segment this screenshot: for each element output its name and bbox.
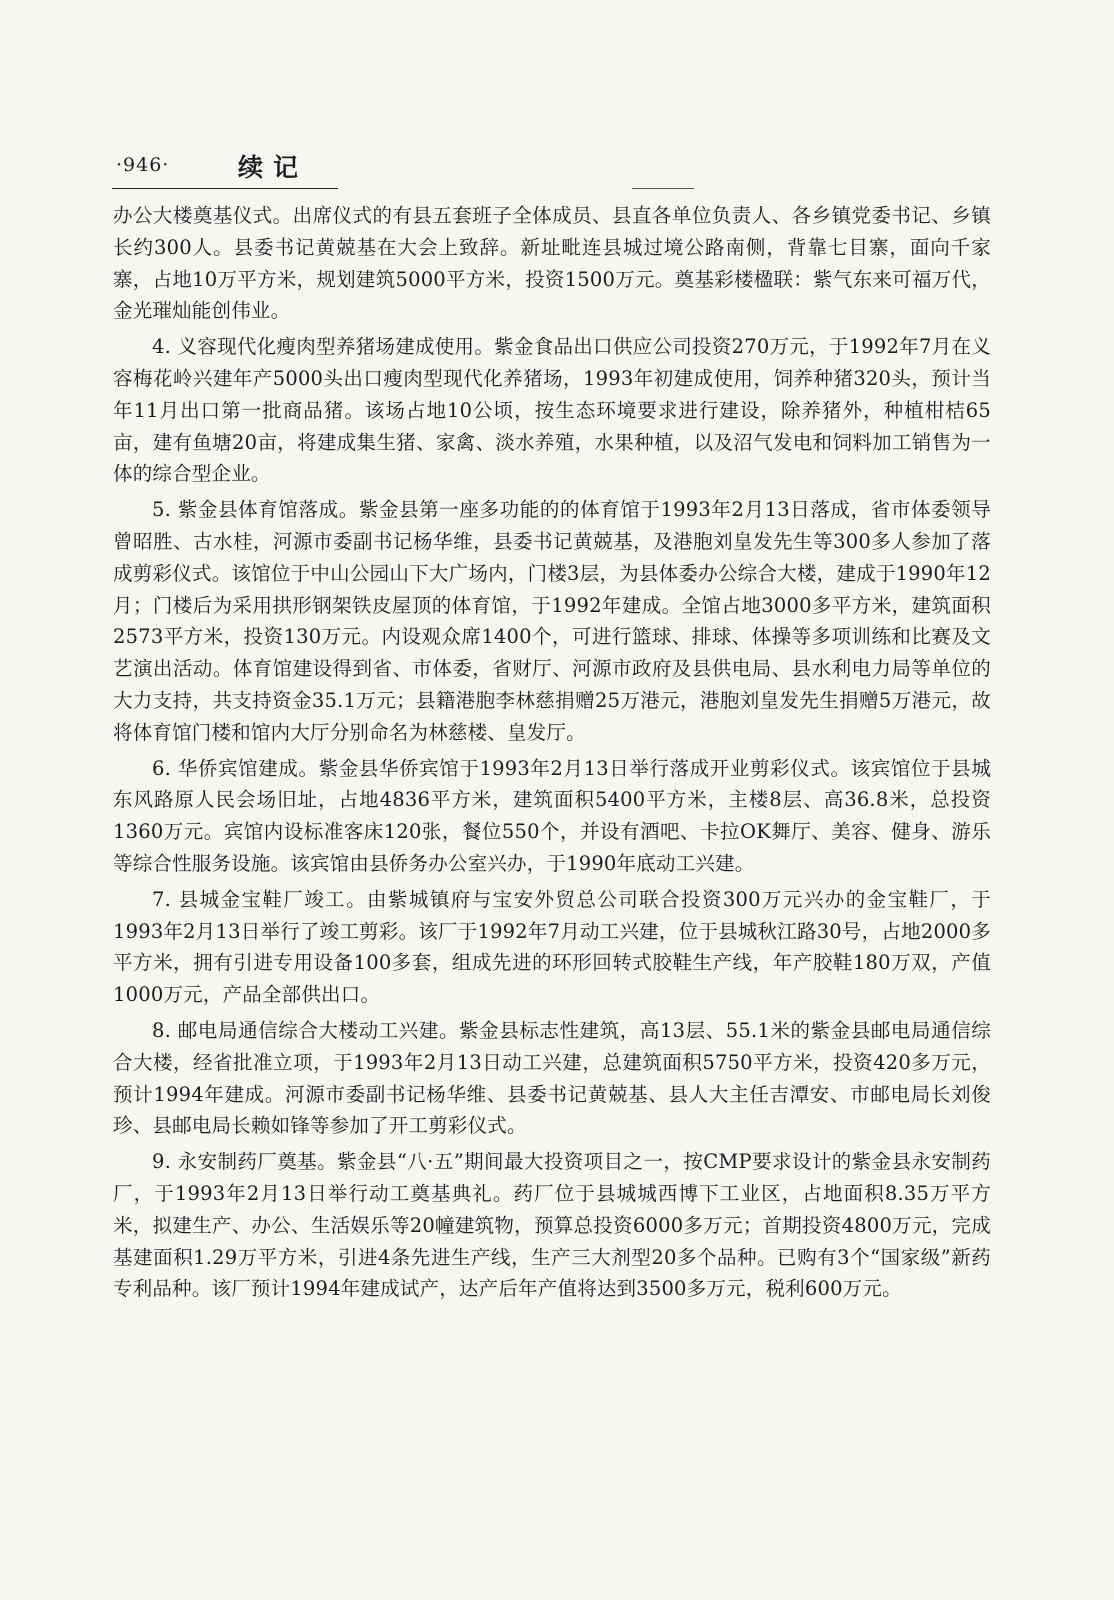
paragraph-item-5: 5. 紫金县体育馆落成。紫金县第一座多功能的的体育馆于1993年2月13日落成，省市体委领导曾昭胜、古水桂，河源市委副书记杨华维，县委书记黄兢基，及港胞刘皇发先生等300多人参加了落成剪彩仪式。该馆位于中山公园山下大广场内，门楼3层，为县体委办公综合大楼，建成于1990年12月；门楼后为采用拱形钢架铁皮屋顶的体育馆，于1992年建成。全馆占地3000多平方米，建筑面积2573平方米，投资130万元。内设观众席1400个，可进行篮球、排球、体操等多项训练和比赛及文艺演出活动。体育馆建设得到省、市体委，省财厅、河源市政府及县供电局、县水利电力局等单位的大力支持，共支持资金35.1万元；县籍港胞李林慈捐赠25万港元，港胞刘皇发先生捐赠5万港元，故将体育馆门楼和馆内大厅分别命名为林慈楼、皇发厅。 (113, 498, 991, 744)
paragraph-item-8: 8. 邮电局通信综合大楼动工兴建。紫金县标志性建筑，高13层、55.1米的紫金县邮电局通信综合大楼，经省批准立项，于1993年2月13日动工兴建，总建筑面积5750平方米，投资420多万元，预计1994年建成。河源市委副书记杨华维、县委书记黄兢基、县人大主任吉潭安、市邮电局长刘俊珍、县邮电局长赖如锋等参加了开工剪彩仪式。 (113, 1018, 991, 1138)
page-number: ·946· (116, 154, 170, 176)
page-header (116, 148, 340, 190)
header-rule (112, 188, 338, 189)
header-rule-fragment (632, 188, 694, 189)
paragraph-continued: 办公大楼奠基仪式。出席仪式的有县五套班子全体成员、县直各单位负责人、各乡镇党委书记、乡镇长约300人。县委书记黄兢基在大会上致辞。新址毗连县城过境公路南侧，背靠七目寨，面向千家寨，占地10万平方米，规划建筑5000平方米，投资1500万元。奠基彩楼楹联：紫气东来可福万代，金光璀灿能创伟业。 (113, 204, 991, 323)
body-text (113, 200, 991, 1309)
paragraph-item-7: 7. 县城金宝鞋厂竣工。由紫城镇府与宝安外贸总公司联合投资300万元兴办的金宝鞋厂，于1993年2月13日举行了竣工剪彩。该厂于1992年7月动工兴建，位于县城秋江路30号，占地2000多平方米，拥有引进专用设备100多套，组成先进的环形回转式胶鞋生产线，年产胶鞋180万双，产值1000万元，产品全部供出口。 (113, 887, 991, 1007)
paragraph-item-9: 9. 永安制药厂奠基。紫金县“八·五”期间最大投资项目之一，按CMP要求设计的紫金县永安制药厂，于1993年2月13日举行动工奠基典礼。药厂位于县城城西博下工业区，占地面积8.35万平方米，拟建生产、办公、生活娱乐等20幢建筑物，预算总投资6000多万元；首期投资4800万元，完成基建面积1.29万平方米，引进4条先进生产线，生产三大剂型20多个品种。已购有3个“国家级”新药专利品种。该厂预计1994年建成试产，达产后年产值将达到3500多万元，税利600万元。 (113, 1150, 991, 1301)
section-title: 续记 (238, 153, 309, 182)
paragraph-item-4: 4. 义容现代化瘦肉型养猪场建成使用。紫金食品出口供应公司投资270万元，于1992年7月在义容梅花岭兴建年产5000头出口瘦肉型现代化养猪场，1993年初建成使用，饲养种猪320头，预计当年11月出口第一批商品猪。该场占地10公顷，按生态环境要求进行建设，除养猪外，种植柑桔65亩，建有鱼塘20亩，将建成集生猪、家禽、淡水养殖，水果种植，以及沼气发电和饲料加工销售为一体的综合型企业。 (113, 335, 991, 486)
paragraph-item-6: 6. 华侨宾馆建成。紫金县华侨宾馆于1993年2月13日举行落成开业剪彩仪式。该宾馆位于县城东风路原人民会场旧址，占地4836平方米，建筑面积5400平方米，主楼8层、高36.8米，总投资1360万元。宾馆内设标准客床120张，餐位550个，并设有酒吧、卡拉OK舞厅、美容、健身、游乐等综合性服务设施。该宾馆由县侨务办公室兴办，于1990年底动工兴建。 (113, 756, 991, 875)
